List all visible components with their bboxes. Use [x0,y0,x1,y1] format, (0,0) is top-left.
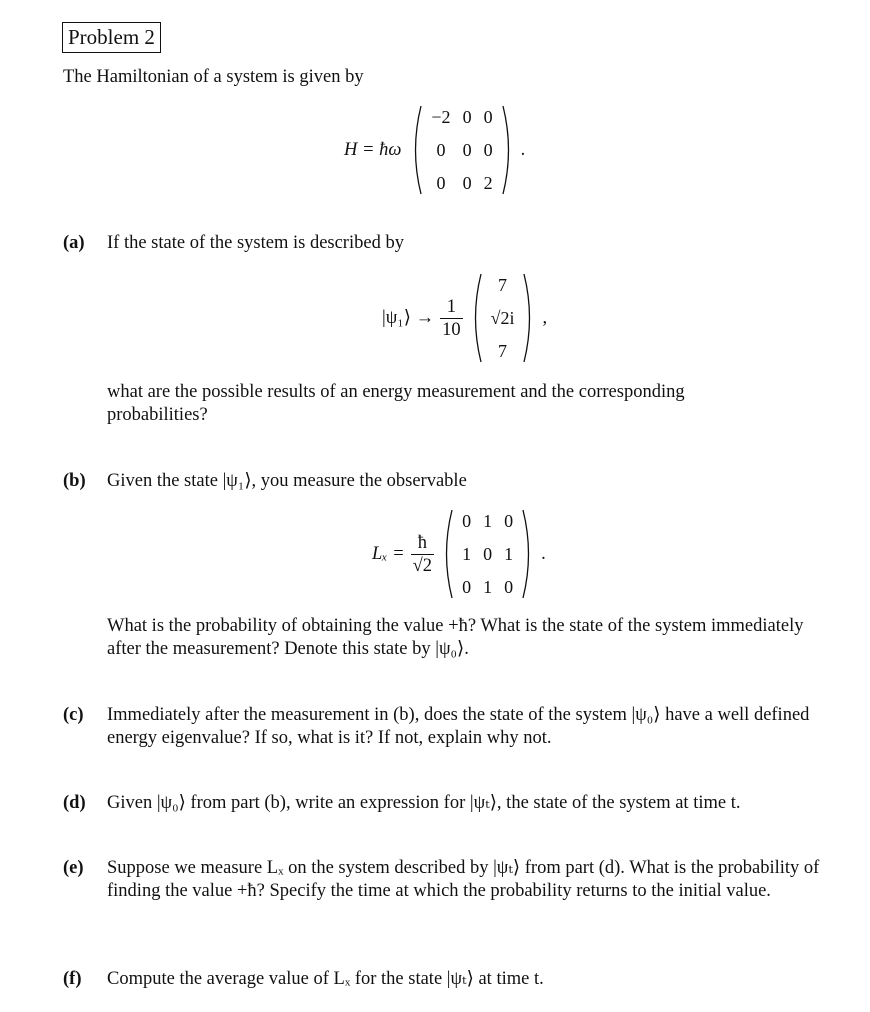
fraction [440,297,463,340]
left-paren [440,508,454,600]
part-a-question: what are the possible results of an energy measurement and the corresponding probabilities? [107,382,685,425]
equation-period: . [541,543,546,564]
part-a-text: If the state of the system is described by [107,233,404,253]
matrix-row [456,505,519,538]
part-c-text: Immediately after the measurement in (b), does the state of the system |ψ₀⟩ have a well defined energy eigenvalue? If so, what is it? If not, explain why not. [107,705,810,748]
part-d-text: Given |ψ₀⟩ from part (b), write an expression for |ψₜ⟩, the state of the system at time t. [107,793,741,813]
vector-cell: √2i [490,307,515,328]
vector-cell: 7 [498,274,508,295]
matrix-row [425,134,498,167]
right-paren [522,272,536,364]
fraction-numerator: ħ [417,532,427,553]
state-psi1-equation [382,272,547,364]
matrix-row [456,538,519,571]
matrix-cell: 1 [483,576,493,597]
hamiltonian-matrix [425,101,498,200]
fraction-numerator: 1 [446,296,456,317]
matrix-cell: −2 [431,106,451,127]
matrix-cell: 0 [462,139,472,160]
matrix-cell: 2 [483,172,493,193]
part-f-text: Compute the average value of Lₓ for the state |ψₜ⟩ at time t. [107,969,544,989]
matrix-cell: 1 [483,510,493,531]
matrix-cell: 0 [483,543,493,564]
matrix-cell: 1 [504,543,514,564]
part-b-question: What is the probability of obtaining the value +ħ? What is the state of the system immediately after the measurement? Denote this state by |ψ₀⟩. [107,616,804,659]
part-b-text: Given the state |ψ₁⟩, you measure the observable [107,471,467,491]
lx-operator-equation [372,508,546,600]
matrix-cell: 0 [483,106,493,127]
matrix-row [425,101,498,134]
matrix-row [425,167,498,200]
fraction-denominator: 10 [442,319,461,340]
matrix-cell: 0 [504,510,514,531]
hamiltonian-equation [344,104,525,196]
matrix-cell: 0 [504,576,514,597]
part-f-label: (f) [63,969,82,989]
state-vector [485,269,521,368]
left-paren [409,104,423,196]
vector-row [485,302,521,335]
operator-lhs: Lₓ = [372,543,405,564]
part-b-label: (b) [63,471,86,491]
lx-matrix [456,505,519,604]
equation-comma: , [542,307,548,328]
part-d-label: (d) [63,793,86,813]
matrix-cell: 0 [436,172,446,193]
right-paren [521,508,535,600]
matrix-cell: 0 [436,139,446,160]
fraction [411,533,434,576]
left-paren [469,272,483,364]
matrix-cell: 0 [462,576,472,597]
part-c-label: (c) [63,705,84,725]
problem-title: Problem 2 [62,22,161,53]
matrix-cell: 0 [462,106,472,127]
vector-row [485,335,521,368]
vector-row [485,269,521,302]
fraction-denominator: √2 [412,555,433,576]
matrix-cell: 0 [483,139,493,160]
vector-cell: 7 [498,340,508,361]
right-paren [501,104,515,196]
part-e-label: (e) [63,858,84,878]
hamiltonian-lhs: H = ħω [344,139,402,160]
state-lhs: |ψ₁⟩ → [382,308,435,328]
equation-period: . [520,139,526,160]
matrix-cell: 1 [462,543,472,564]
part-a-label: (a) [63,233,85,253]
matrix-cell: 0 [462,510,472,531]
part-e-text: Suppose we measure Lₓ on the system described by |ψₜ⟩ from part (d). What is the probability of finding the value +ħ? Specify the time at which the probability returns to the initial value. [107,858,820,901]
intro-text: The Hamiltonian of a system is given by [63,67,364,87]
matrix-row [456,571,519,604]
matrix-cell: 0 [462,172,472,193]
